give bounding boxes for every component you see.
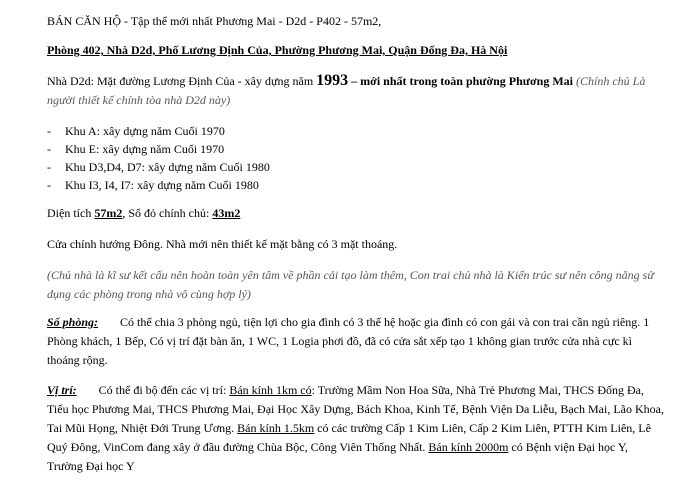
rooms-section bbox=[47, 313, 666, 370]
radius-2000m: Bán kính 2000m bbox=[428, 440, 509, 454]
intro-note: (Chính chủ Là người thiết kế chính tòa nhà D2d này) bbox=[47, 74, 646, 107]
owner-note: (Chủ nhà là kĩ sư kết cấu nên hoàn toàn yên tâm về phần cải tạo làm thêm, Con trai chủ nhà là Kiến trúc sư nên công năng sử dụng các phòng trong nhà vô cùng hợp lý) bbox=[47, 268, 654, 301]
intro-text: Nhà D2d: Mặt đường Lương Định Của - xây dựng năm bbox=[47, 74, 317, 88]
door-direction: Cửa chính hướng Đông. Nhà mới nên thiết kế mặt bằng có 3 mặt thoáng. bbox=[47, 237, 398, 251]
red-book-value: 43m2 bbox=[212, 206, 241, 220]
radius-1km: Bán kính 1km có bbox=[229, 383, 312, 397]
area-value: 57m2 bbox=[94, 206, 123, 220]
khu-list bbox=[47, 122, 666, 194]
location-label: Vị trí: bbox=[47, 383, 77, 397]
list-item: - Khu E: xây dựng năm Cuối 1970 bbox=[65, 140, 666, 158]
list-item: - Khu A: xây dựng năm Cuối 1970 bbox=[65, 122, 666, 140]
area-label: Diện tích bbox=[47, 206, 95, 220]
intro-highlight: – mới nhất trong toàn phường Phương Mai bbox=[348, 74, 573, 88]
rooms-text: Có thể chia 3 phòng ngủ, tiện lợi cho gia đình có 3 thế hệ hoặc gia đình có con gái và con trai cần ngủ riêng. 1 Phòng khách, 1 Bếp, Có vị trí đặt bàn ăn, 1 WC, 1 Logia phơi đồ, đã có cửa sắt xếp tạo 1 không gian trước cửa nhà cực kì thoáng rộng. bbox=[47, 315, 650, 367]
building-intro bbox=[47, 71, 666, 110]
area-info bbox=[47, 204, 666, 223]
list-item: - Khu D3,D4, D7: xây dựng năm Cuối 1980 bbox=[65, 158, 666, 176]
location-text: có Bệnh viện Đại học Y, Trường Đại học Y bbox=[47, 440, 629, 473]
location-text: : Trường Mầm Non Hoa Sữa, Nhà Trẻ Phương Mai, THCS Đống Đa, Tiểu học Phương Mai, THCS Phương Mai, Đại Học Xây Dựng, Bách Khoa, Kinh Tế, Bệnh Viện Da Liễu, Bạch Mai, Lão Khoa, Tai Mũi Họng, Nhiệt Đới Trung Ương. bbox=[47, 383, 664, 435]
rooms-label: Số phòng: bbox=[47, 315, 99, 329]
location-text: có các trường Cấp 1 Kim Liên, Cấp 2 Kim Liên, PTTH Kim Liên, Lê Quý Đông, VinCom đang xây ở đầu đường Chùa Bộc, Công Viên Thống Nhất. bbox=[47, 421, 651, 454]
location-section bbox=[47, 381, 666, 476]
red-book-label: , Sổ đỏ chính chủ: bbox=[122, 206, 213, 220]
radius-1-5km: Bán kính 1.5km bbox=[237, 421, 315, 435]
listing-address: Phòng 402, Nhà D2d, Phố Lương Định Của, Phường Phương Mai, Quận Đống Đa, Hà Nội bbox=[47, 43, 508, 57]
location-text: Có thể đi bộ đến các vị trí: bbox=[98, 383, 230, 397]
listing-title: BÁN CĂN HỘ - Tập thể mới nhất Phương Mai - D2d - P402 - 57m2, bbox=[47, 14, 382, 28]
list-item: - Khu I3, I4, I7: xây dựng năm Cuối 1980 bbox=[65, 176, 666, 194]
build-year: 1993 bbox=[316, 72, 349, 89]
